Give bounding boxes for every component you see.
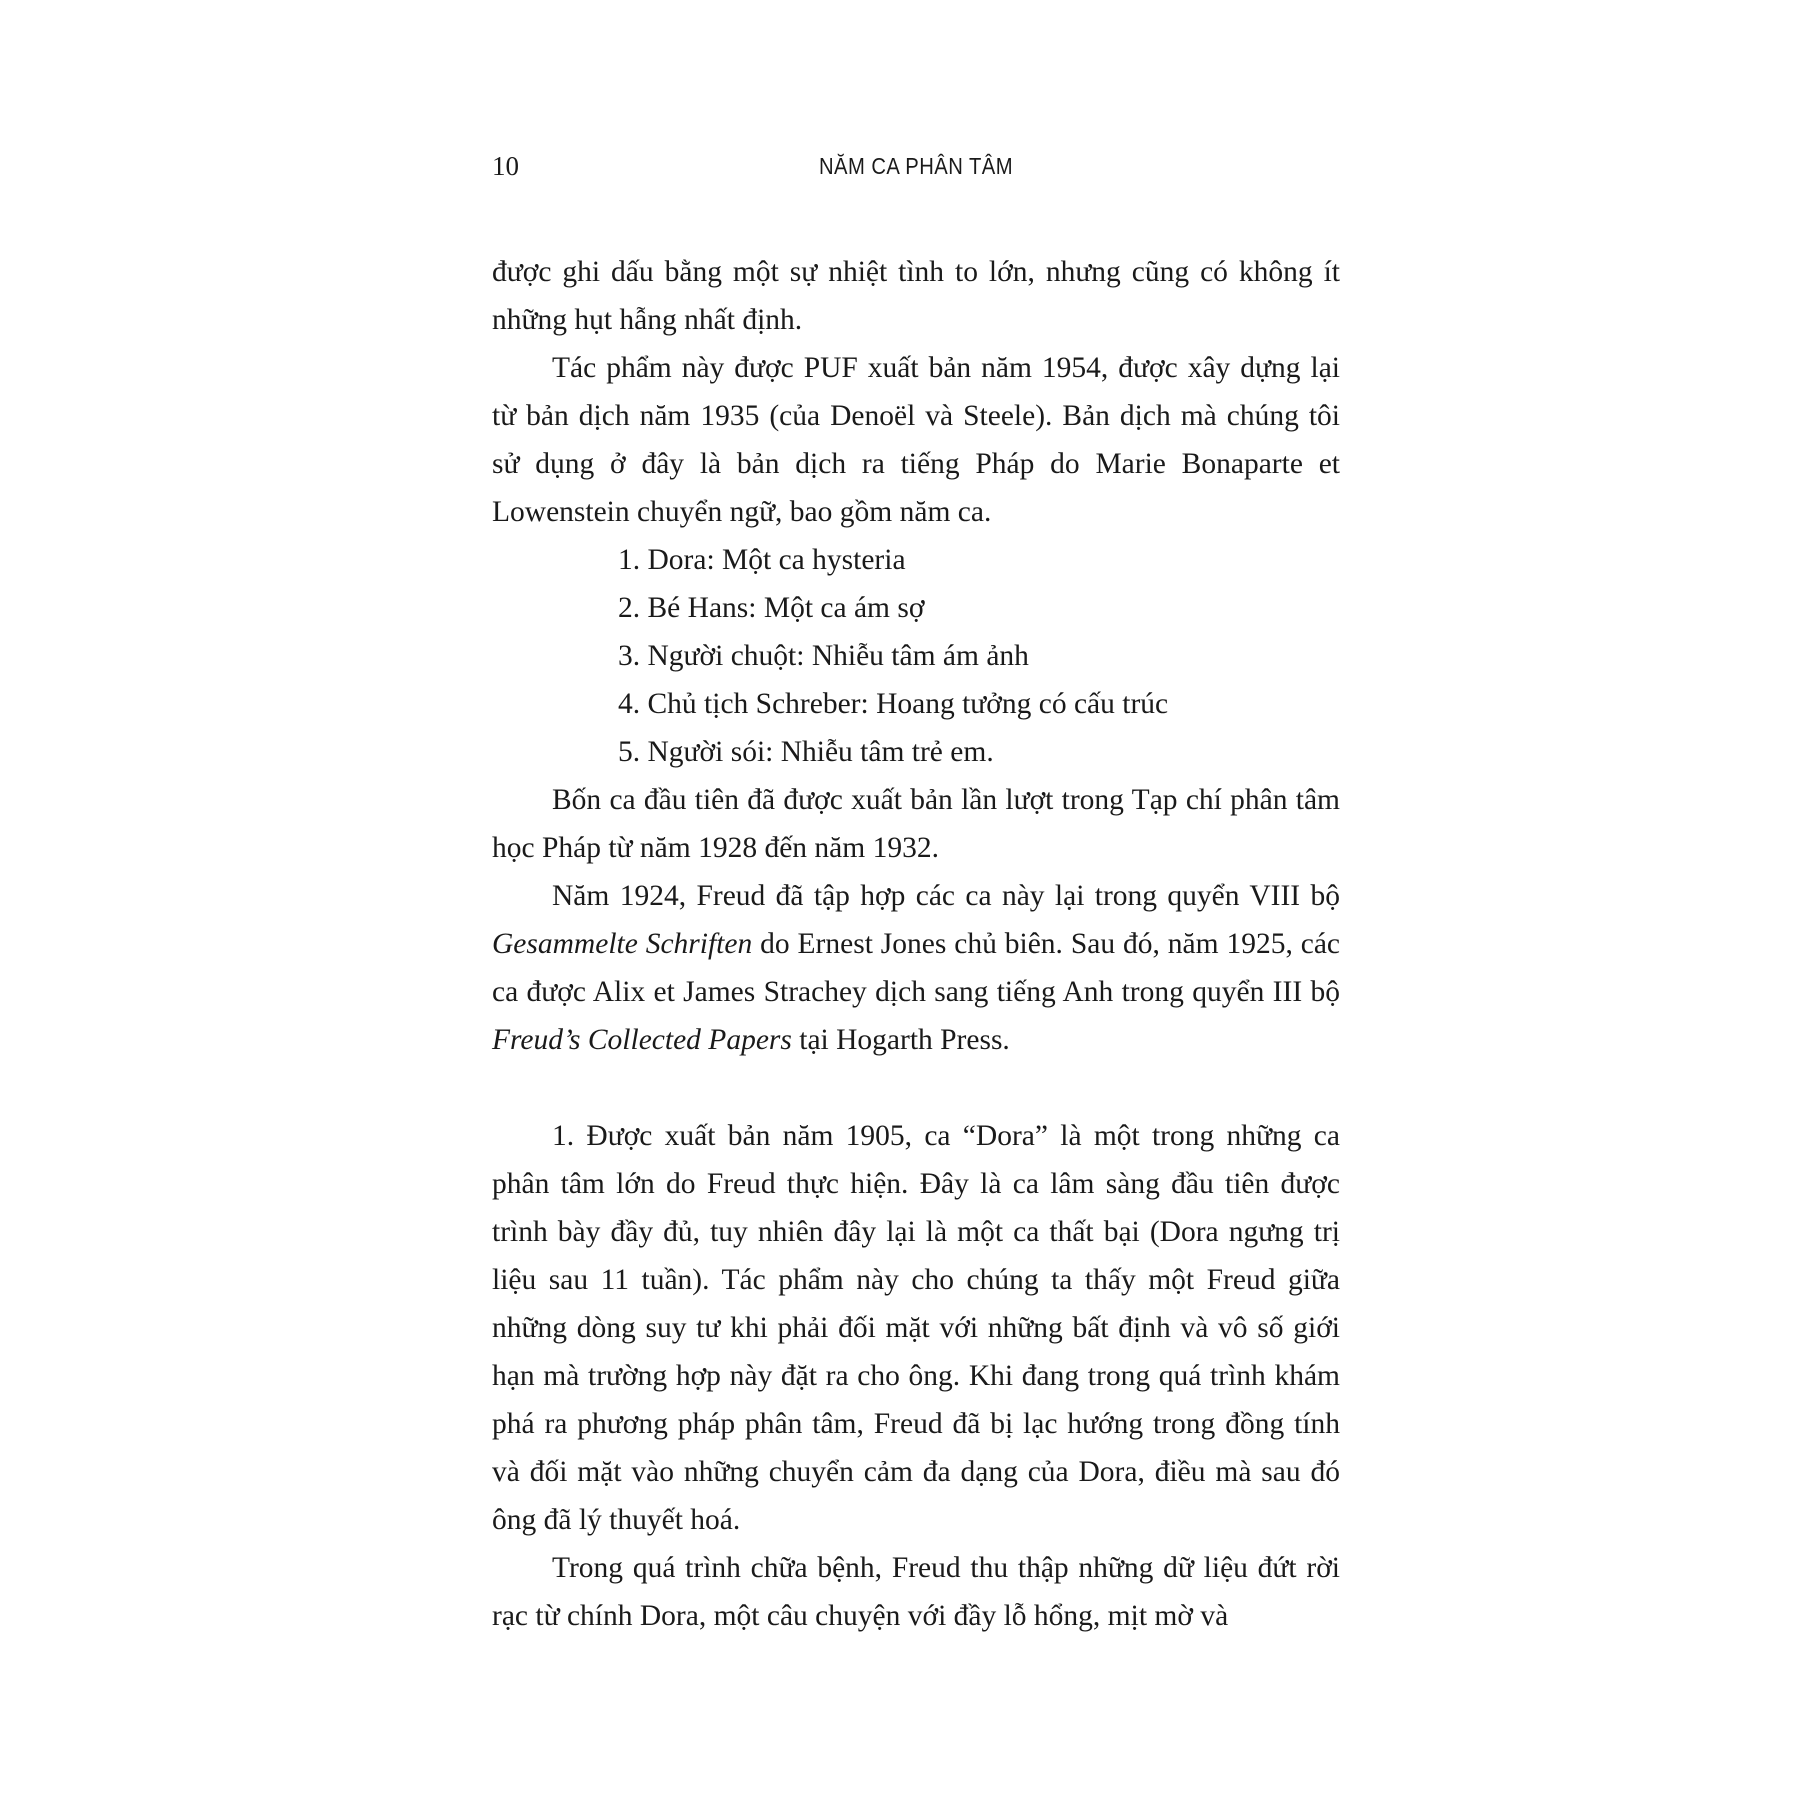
body-text	[492, 248, 1340, 1640]
case-list	[492, 536, 1340, 776]
paragraph-collected-works	[492, 872, 1340, 1064]
running-title: NĂM CA PHÂN TÂM	[818, 153, 1014, 179]
text-run: tại Hogarth Press.	[791, 1024, 1010, 1056]
italic-title: Gesammelte Schriften	[492, 928, 753, 960]
paragraph-publication: Tác phẩm này được PUF xuất bản năm 1954, được xây dựng lại từ bản dịch năm 1935 (của Denoël và Steele). Bản dịch mà chúng tôi sử dụng ở đây là bản dịch ra tiếng Pháp do Marie Bonaparte et Lowenstein chuyển ngữ, bao gồm năm ca.	[492, 352, 1340, 528]
list-item: 4. Chủ tịch Schreber: Hoang tưởng có cấu trúc	[618, 688, 1169, 720]
list-item: 3. Người chuột: Nhiễu tâm ám ảnh	[618, 640, 1029, 672]
text-run: Năm 1924, Freud đã tập hợp các ca này lại trong quyển VIII bộ	[552, 880, 1340, 912]
paragraph-dora-case: 1. Được xuất bản năm 1905, ca “Dora” là một trong những ca phân tâm lớn do Freud thực hiện. Đây là ca lâm sàng đầu tiên được trình bày đầy đủ, tuy nhiên đây lại là một ca thất bại (Dora ngưng trị liệu sau 11 tuần). Tác phẩm này cho chúng ta thấy một Freud giữa những dòng suy tư khi phải đối mặt với những bất định và vô số giới hạn mà trường hợp này đặt ra cho ông. Khi đang trong quá trình khám phá ra phương pháp phân tâm, Freud đã bị lạc hướng trong đồng tính và đối mặt vào những chuyển cảm đa dạng của Dora, điều mà sau đó ông đã lý thuyết hoá.	[492, 1120, 1340, 1536]
page-number: 10	[492, 151, 519, 181]
italic-title: Freud’s Collected Papers	[492, 1024, 792, 1056]
paragraph-continued: được ghi dấu bằng một sự nhiệt tình to lớn, nhưng cũng có không ít những hụt hẫng nhất định.	[492, 256, 1340, 336]
paragraph-first-four: Bốn ca đầu tiên đã được xuất bản lần lượt trong Tạp chí phân tâm học Pháp từ năm 1928 đến năm 1932.	[492, 784, 1340, 864]
running-header	[492, 148, 1340, 184]
list-item: 2. Bé Hans: Một ca ám sợ	[618, 592, 925, 624]
section-gap	[492, 1064, 1340, 1112]
list-item: 1. Dora: Một ca hysteria	[618, 544, 906, 576]
text-run: do Ernest Jones chủ biên. Sau đó, năm 1925, các ca được Alix et James Strachey dịch sang tiếng Anh trong quyển III bộ	[492, 928, 1340, 1008]
list-item: 5. Người sói: Nhiễu tâm trẻ em.	[618, 736, 994, 768]
paragraph-treatment: Trong quá trình chữa bệnh, Freud thu thập những dữ liệu đứt rời rạc từ chính Dora, một câu chuyện với đầy lỗ hổng, mịt mờ và	[492, 1552, 1340, 1632]
